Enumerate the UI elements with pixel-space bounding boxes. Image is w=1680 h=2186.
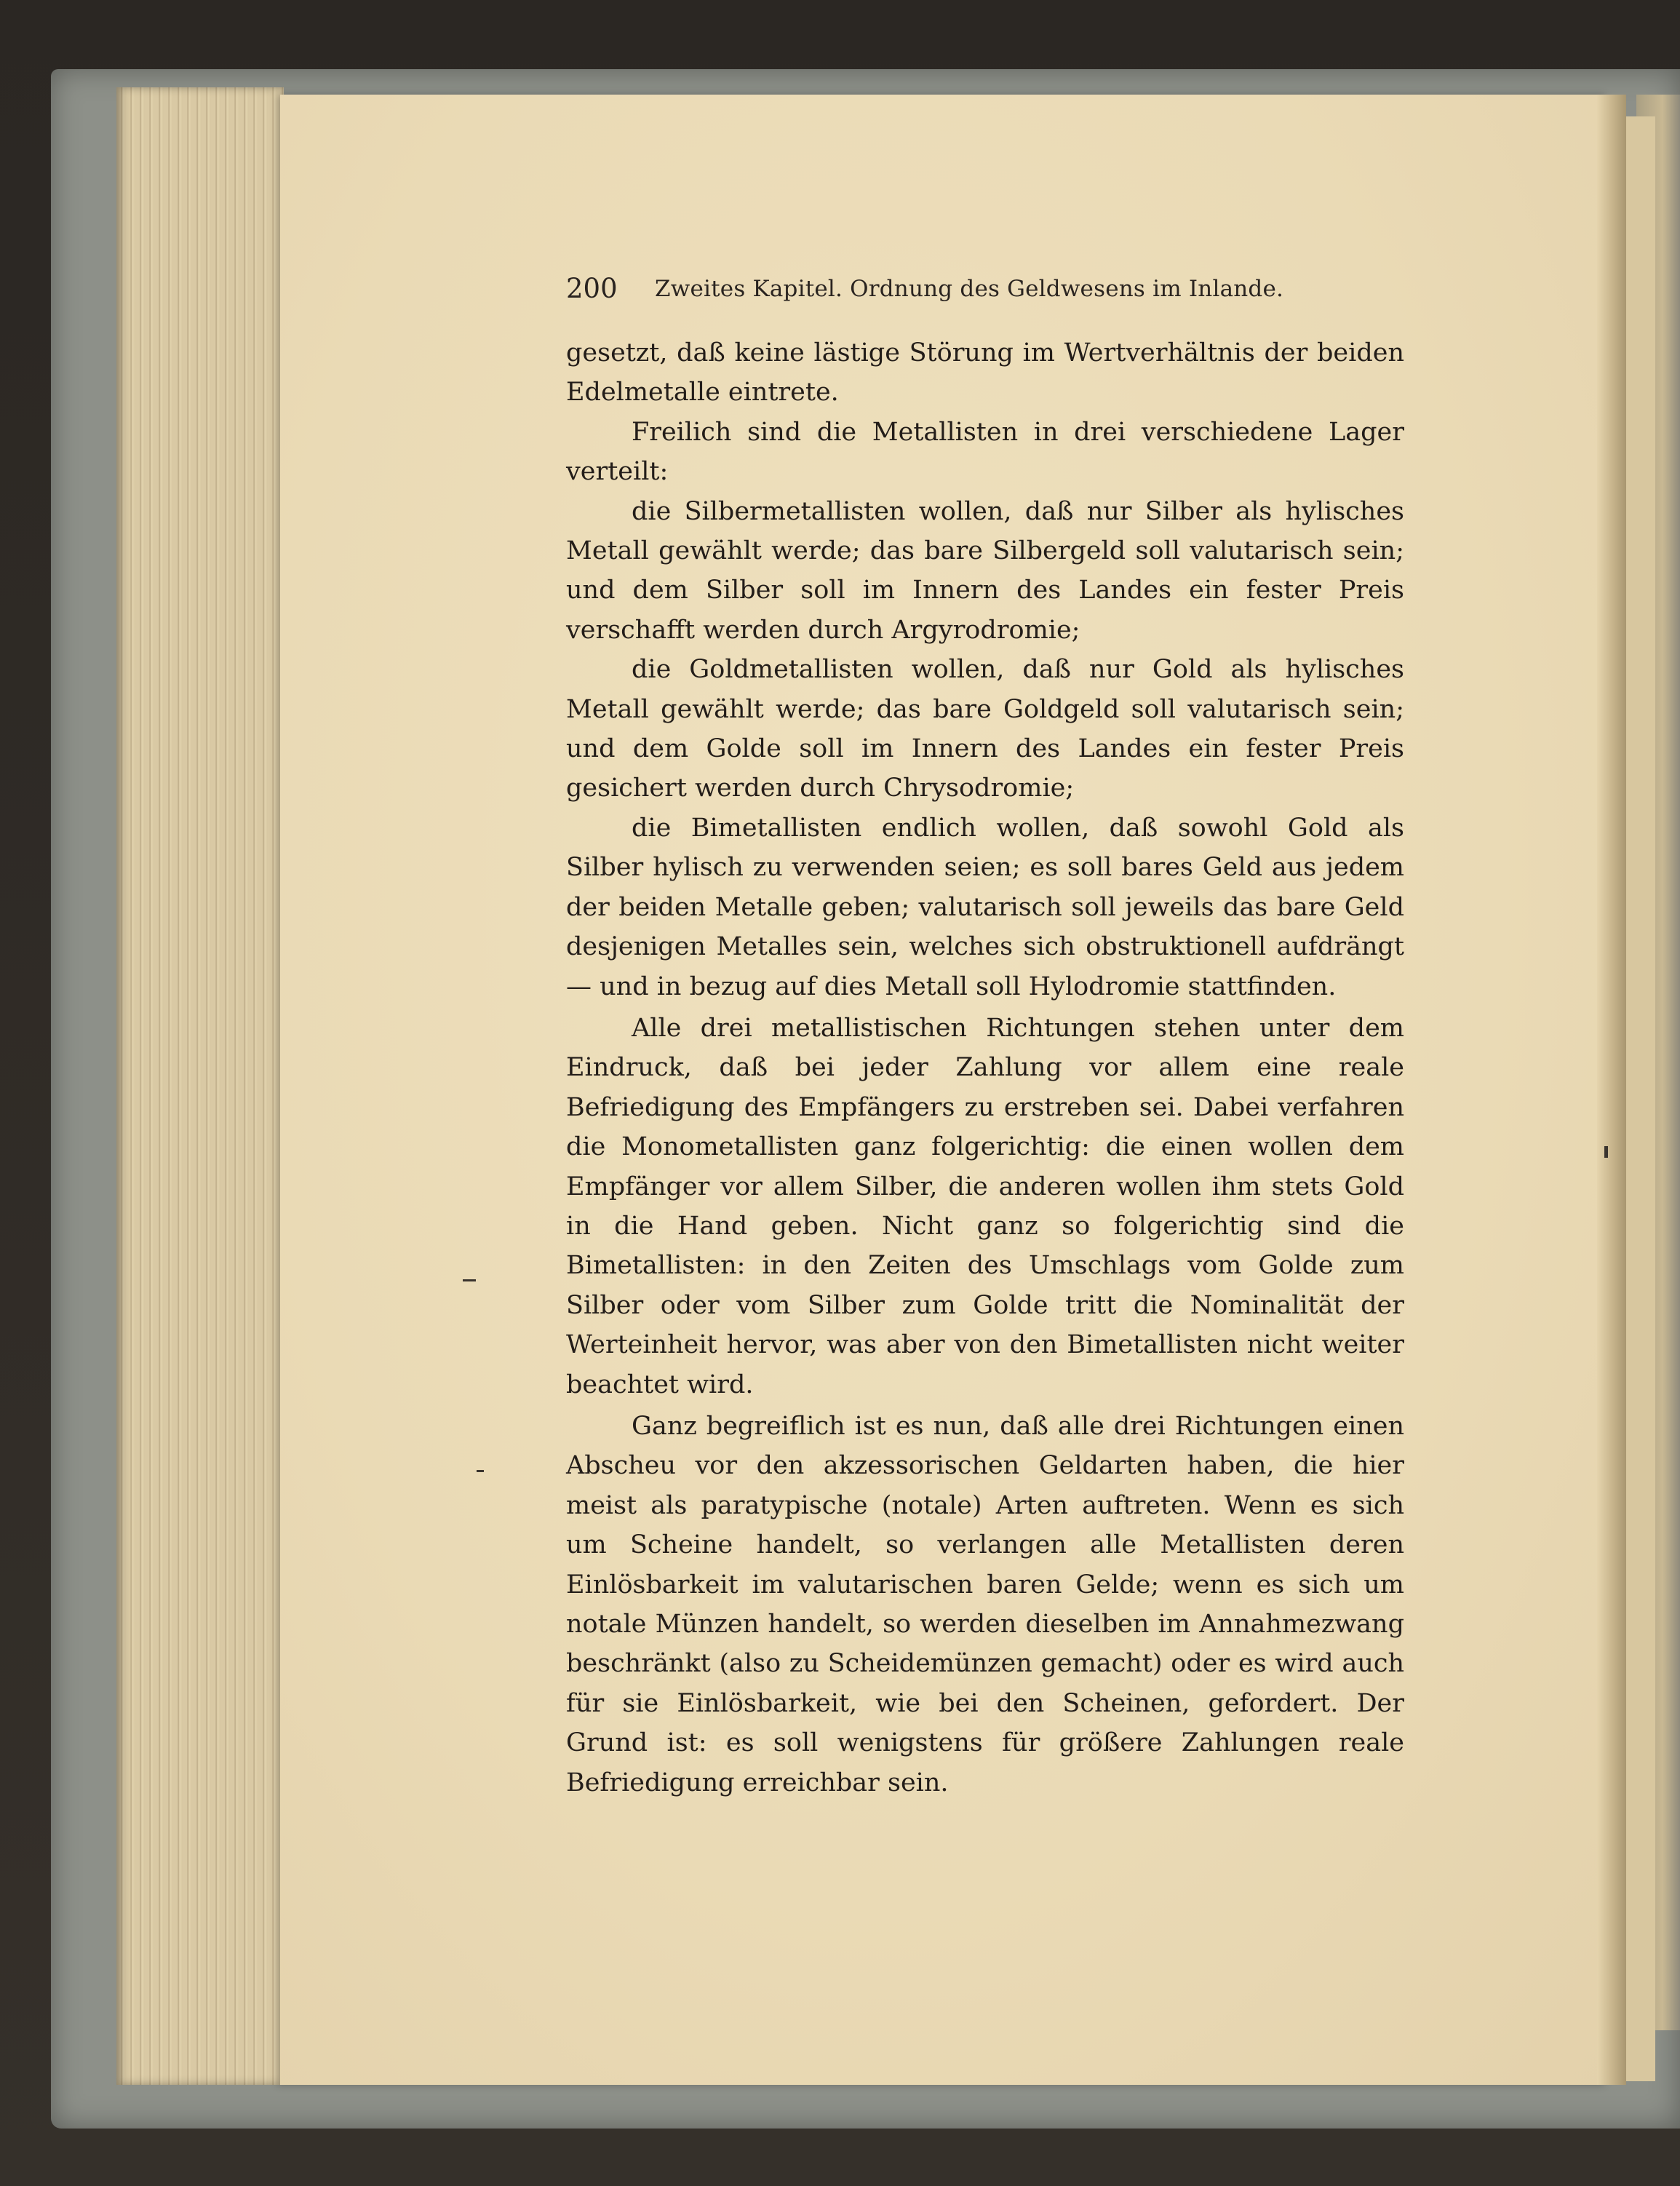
paragraph: Freilich sind die Metallisten in drei verschiedene Lager verteilt: <box>566 417 1404 487</box>
page-edge-stack <box>116 87 284 2085</box>
margin-mark <box>1604 1146 1608 1158</box>
running-title: Zweites Kapitel. Ordnung des Geldwesens im Inlande. <box>655 276 1284 302</box>
paragraph: die Goldmetallisten wollen, daß nur Gold als hylisches Metall gewählt werde; das bare Goldgeld soll valutarisch sein; und dem Golde soll im Innern des Landes ein fester Preis gesichert werden durch Chrysodromie; <box>566 655 1404 803</box>
paragraph: Ganz begreiflich ist es nun, daß alle drei Richtungen einen Abscheu vor den akzessorischen Geldarten haben, die hier meist als paratypische (notale) Arten auftreten. Wenn es sich um Scheine handelt, so verlangen alle Metallisten deren Einlösbarkeit im valutarischen baren Gelde; wenn es sich um notale Münzen handelt, so werden dieselben im Annahmezwang beschränkt (also zu Scheidemünzen gemacht) oder es wird auch für sie Einlösbarkeit, wie bei den Scheinen, gefordert. Der Grund ist: es soll wenigstens für größere Zahlungen reale Befriedigung erreichbar sein. <box>566 1411 1404 1797</box>
page-gutter <box>1597 95 1626 2085</box>
paragraph: die Silbermetallisten wollen, daß nur Silber als hylisches Metall gewählt werde; das bare Silbergeld soll valutarisch sein; und dem Silber soll im Innern des Landes ein fester Preis verschafft werden durch Argyrodromie; <box>566 496 1404 645</box>
body-text <box>566 333 1404 1803</box>
margin-mark <box>463 1279 476 1281</box>
paragraph: Alle drei metallistischen Richtungen stehen unter dem Eindruck, daß bei jeder Zahlung vor allem eine reale Befriedigung des Empfängers zu erstreben sei. Dabei verfahren die Monometallisten ganz folgerichtig: die einen wollen dem Empfänger vor allem Silber, die anderen wollen ihm stets Gold in die Hand geben. Nicht ganz so folgerichtig sind die Bimetallisten: in den Zeiten des Umschlags vom Golde zum Silber oder vom Silber zum Golde tritt die Nominalität der Werteinheit hervor, was aber von den Bimetallisten nicht weiter beachtet wird. <box>566 1013 1404 1399</box>
paragraph: gesetzt, daß keine lästige Störung im Wertverhältnis der beiden Edelmetalle eintrete. <box>566 338 1404 408</box>
margin-mark <box>477 1470 484 1472</box>
running-head <box>566 271 1315 307</box>
paragraph: die Bimetallisten endlich wollen, daß sowohl Gold als Silber hylisch zu verwenden seien; es soll bares Geld aus jedem der beiden Metalle geben; valutarisch soll jeweils das bare Geld desjenigen Metalles sein, welches sich obstruktionell aufdrängt — und in bezug auf dies Metall soll Hylodromie stattfinden. <box>566 813 1404 1001</box>
facing-page-edge <box>1626 116 1655 2081</box>
page-number: 200 <box>566 273 618 304</box>
